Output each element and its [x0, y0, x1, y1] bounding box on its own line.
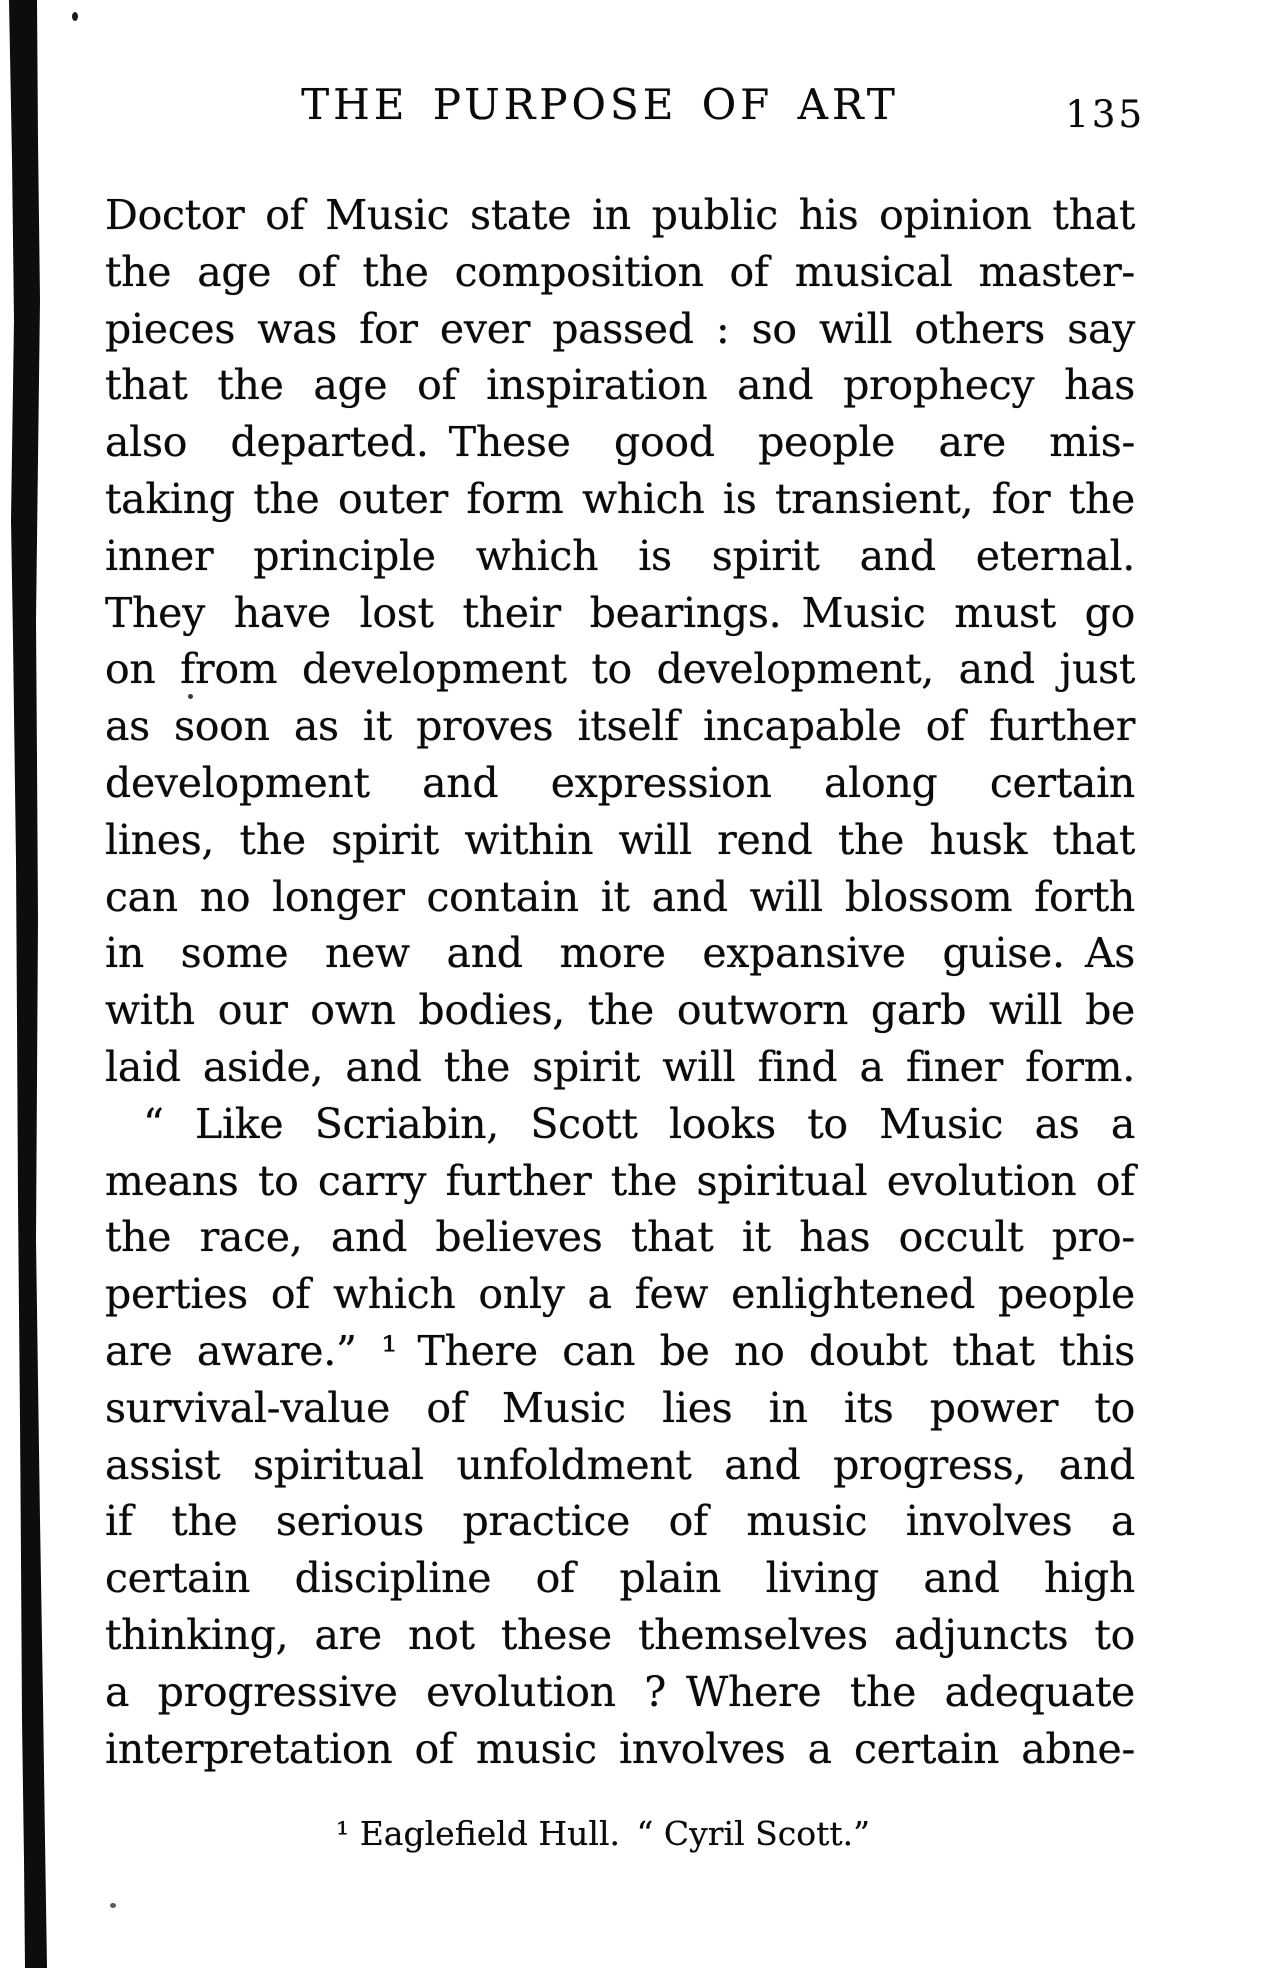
text-line: They have lost their bearings. Music must go — [105, 588, 1135, 637]
text-line: on from development to development, and just — [105, 645, 1135, 694]
text-line: the race, and believes that it has occult pro- — [105, 1213, 1135, 1262]
text-line: the age of the composition of musical master- — [105, 247, 1135, 296]
text-line: are aware.” ¹ There can be no doubt that this — [105, 1326, 1135, 1375]
text-line: can no longer contain it and will blossom forth — [105, 872, 1135, 921]
page-number: 135 — [1065, 93, 1145, 136]
text-line: with our own bodies, the outworn garb will be — [105, 986, 1135, 1035]
scan-speck — [188, 694, 193, 699]
text-line: inner principle which is spirit and eternal. — [105, 531, 1135, 580]
text-line: that the age of inspiration and prophecy has — [105, 361, 1135, 410]
text-line: laid aside, and the spirit will find a finer form. — [105, 1042, 1135, 1091]
footnote: ¹ Eaglefield Hull. “ Cyril Scott.” — [336, 1814, 870, 1853]
text-line: if the serious practice of music involves a — [105, 1497, 1135, 1546]
text-line: survival-value of Music lies in its power to — [105, 1383, 1135, 1432]
text-line: perties of which only a few enlightened people — [105, 1270, 1135, 1319]
scan-speck — [110, 1903, 116, 1908]
body-text — [105, 187, 1135, 1777]
page-title: THE PURPOSE OF ART — [301, 80, 899, 129]
scan-speck — [72, 12, 78, 21]
text-line: as soon as it proves itself incapable of further — [105, 702, 1135, 751]
text-line: in some new and more expansive guise. As — [105, 929, 1135, 978]
scan-gutter-shadow — [0, 0, 60, 1968]
text-line-paragraph-start: “ Like Scriabin, Scott looks to Music as a — [143, 1099, 1135, 1148]
text-line: development and expression along certain — [105, 758, 1135, 807]
text-line: thinking, are not these themselves adjuncts to — [105, 1610, 1135, 1659]
text-line: means to carry further the spiritual evolution of — [105, 1156, 1135, 1205]
text-line: pieces was for ever passed : so will others say — [105, 304, 1135, 353]
text-line: certain discipline of plain living and high — [105, 1554, 1135, 1603]
text-line: lines, the spirit within will rend the husk that — [105, 815, 1135, 864]
text-line: taking the outer form which is transient, for the — [105, 474, 1135, 523]
text-line: a progressive evolution ? Where the adequate — [105, 1667, 1135, 1716]
text-line: Doctor of Music state in public his opinion that — [105, 191, 1135, 239]
text-line: assist spiritual unfoldment and progress, and — [105, 1440, 1135, 1489]
text-line: also departed. These good people are mis- — [105, 418, 1135, 467]
text-line: interpretation of music involves a certain abne- — [105, 1724, 1135, 1773]
running-head — [105, 80, 1145, 144]
gutter-bar-shape — [0, 0, 60, 1968]
